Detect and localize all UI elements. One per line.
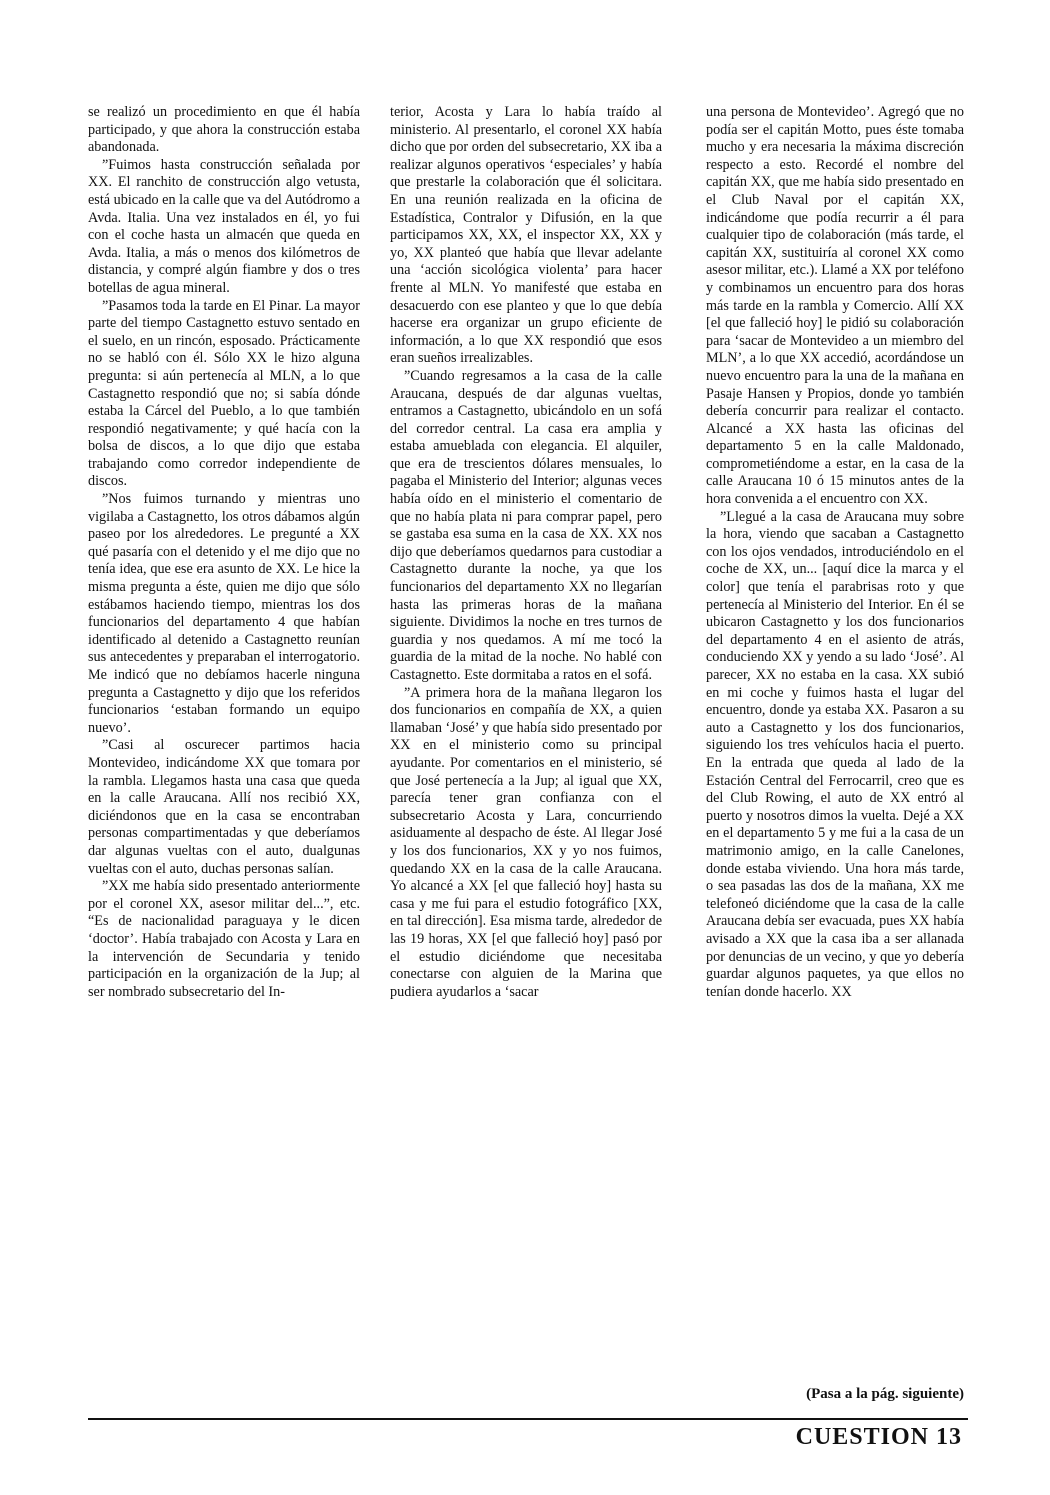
page-number: 13 — [936, 1424, 962, 1450]
text-column-1 — [88, 104, 360, 1001]
page-footer — [796, 1424, 962, 1451]
footer-rule — [88, 1418, 968, 1420]
paragraph: una persona de Montevideo’. Agregó que no podía ser el capitán Motto, pues éste tomaba mucho y era necesaria la máxima discreción respecto a esto. Recordé el nombre del capitán XX, que me había sido presentado en el Club Naval por el capitán XX, indicándome que podía recurrir a él para cualquier tipo de colaboración (más tarde, el capitán XX, sustituiría al coronel XX como asesor militar, etc.). Llamé a XX por teléfono y combinamos un encuentro para dos horas más tarde en la rambla y Comercio. Allí XX [el que falleció hoy] le pidió su colaboración para ‘sacar de Montevideo a un miembro del MLN’, a lo que XX accedió, acordándose un nuevo encuentro para la una de la mañana en Pasaje Hansen y Propios, donde yo también debería concurrir para realizar el contacto. Alcancé a XX hasta las oficinas del departamento 5 en la calle Maldonado, comprometiéndome a estar, en la casa de la calle Araucana 10 ó 15 minutos antes de la hora convenida a el encuentro con XX. — [706, 104, 964, 508]
text-column-3 — [706, 104, 964, 1001]
paragraph: ”Nos fuimos turnando y mientras uno vigilaba a Castagnetto, los otros dábamos algún paseo por los alrededores. Le pregunté a XX qué pasaría con el detenido y el me dijo que no tenía idea, que ese era asunto de XX. Le hice la misma pregunta a éste, quien me dijo que sólo estábamos haciendo tiempo, mientras los dos funcionarios del departamento 4 que habían identificado al detenido a Castagnetto reunían sus antecedentes y preparaban el interrogatorio. Me indicó que no debíamos hacerle ninguna pregunta a Castagnetto y dijo que los referidos funcionarios ‘estaban formando un equipo nuevo’. — [88, 491, 360, 736]
continued-on-next-page: (Pasa a la pág. siguiente) — [806, 1386, 964, 1402]
paragraph: ”Cuando regresamos a la casa de la calle Araucana, después de dar algunas vueltas, entramos a Castagnetto, ubicándolo en un sofá del corredor central. La casa era amplia y estaba amueblada con elegancia. El alquiler, que era de trescientos dólares mensuales, lo pagaba el Ministerio del Interior; algunas veces había oído en el ministerio el comentario de que no había plata ni para comprar papel, pero se gastaba esa suma en la casa de XX. XX nos dijo que deberíamos quedarnos para custodiar a Castagnetto durante la noche, ya que los funcionarios del departamento XX no llegarían hasta las primeras horas de la mañana siguiente. Dividimos la noche en tres turnos de guardia y nos quedamos. A mí me tocó la guardia de la mitad de la noche. No hablé con Castagnetto. Este dormitaba a ratos en el sofá. — [390, 367, 662, 683]
paragraph: ”Fuimos hasta construcción señalada por XX. El ranchito de construcción algo vetusta, está ubicado en la calle que va del Autódromo a Avda. Italia. Una vez instalados en él, yo fui con el coche hasta un almacén que queda en Avda. Italia, a más o menos dos kilómetros de distancia, y compré algún fiambre y dos o tres botellas de agua mineral. — [88, 156, 360, 296]
paragraph: ”Llegué a la casa de Araucana muy sobre la hora, viendo que sacaban a Castagnetto con los ojos vendados, introduciéndolo en el coche de XX, un... [aquí dice la marca y el color] que tenía el parabrisas roto y que pertenecía al Ministerio del Interior. En él se ubicaron Castagnetto y los dos funcionarios del departamento 4 en el asiento de atrás, conduciendo XX y yendo a su lado ‘José’. Al parecer, XX no estaba en la casa. XX subió en mi coche y fuimos hasta el lugar del encuentro, donde ya estaba XX. Pasaron a su auto a Castagnetto y los dos funcionarios, siguiendo los tres vehículos hacia el puerto. En la entrada que queda al lado de la Estación Central del Ferrocarril, creo que es del Club Rowing, el auto de XX entró al puerto y nosotros dimos la vuelta. Dejé a XX en el departamento 5 y me fui a la casa de un matrimonio amigo, en la calle Canelones, donde estaba viviendo. Una hora más tarde, o sea pasadas las dos de la mañana, XX me telefoneó diciéndome que la casa de la calle Araucana debía ser evacuada, pues XX había avisado a XX que la casa iba a ser allanada por denuncias de un vecino, y que yo debería guardar algunos paquetes, ya que ellos no tenían donde hacerlo. XX — [706, 508, 964, 1000]
paragraph: ”Pasamos toda la tarde en El Pinar. La mayor parte del tiempo Castagnetto estuvo sentado en el suelo, en un rincón, esposado. Prácticamente no se habló con él. Sólo XX le hizo alguna pregunta: si aún pertenecía al MLN, a lo que Castagnetto respondió que no; si sabía dónde estaba la Cárcel del Pueblo, a lo que también respondió negativamente; y qué hacía con la bolsa de discos, a lo que dijo que estaba trabajando como corredor independiente de discos. — [88, 297, 360, 490]
paragraph: ”A primera hora de la mañana llegaron los dos funcionarios en compañía de XX, a quien llamaban ‘José’ y que había sido presentado por XX en el ministerio como su principal ayudante. Por comentarios en el ministerio, sé que José pertenecía a la Jup; al igual que XX, parecía tener gran confianza con el subsecretario Acosta y Lara, concurriendo asiduamente al despacho de éste. Al llegar José y los dos funcionarios, XX y yo nos fuimos, quedando XX en la casa de la calle Araucana. Yo alcancé a XX [el que falleció hoy] hasta su casa y me fui para el estudio fotográfico [XX, en tal dirección]. Esa misma tarde, alrededor de las 19 horas, XX [el que falleció hoy] pasó por el estudio diciéndome que necesitaba conectarse con alguien de la Marina que pudiera ayudarlos a ‘sacar — [390, 684, 662, 1000]
paragraph: terior, Acosta y Lara lo había traído al ministerio. Al presentarlo, el coronel XX había dicho que por orden del subsecretario, XX iba a realizar algunos operativos ‘especiales’ y había que prestarle la colaboración que él solicitara. En una reunión realizada en la oficina de Estadística, Contralor y Difusión, en la que participamos XX, XX, el inspector XX, XX y yo, XX planteó que había que llevar adelante una ‘acción sicológica violenta’ para hacer frente al MLN. Yo manifesté que estaba en desacuerdo con ese planteo y que lo que debía hacerse era organizar un grupo eficiente de información, a lo que XX respondió que esos eran sueños irrealizables. — [390, 104, 662, 367]
paragraph: ”XX me había sido presentado anteriormente por el coronel XX, asesor militar del...”, etc. “Es de nacionalidad paraguaya y le dicen ‘doctor’. Había trabajado con Acosta y Lara en la intervención de Secundaria y tenido participación en la organización de la Jup; al ser nombrado subsecretario del In- — [88, 878, 360, 1000]
paragraph: ”Casi al oscurecer partimos hacia Montevideo, indicándome XX que tomara por la rambla. Llegamos hasta una casa que queda en la calle Araucana. Allí nos recibió XX, diciéndonos que en la casa se encontraban personas compartimentadas y que deberíamos dar algunas vueltas con el auto, dualgunas vueltas con el auto, duchas personas salían. — [88, 737, 360, 877]
paragraph: se realizó un procedimiento en que él había participado, y que ahora la construcción estaba abandonada. — [88, 104, 360, 156]
magazine-name: CUESTION — [795, 1424, 929, 1450]
text-column-2 — [390, 104, 662, 1001]
